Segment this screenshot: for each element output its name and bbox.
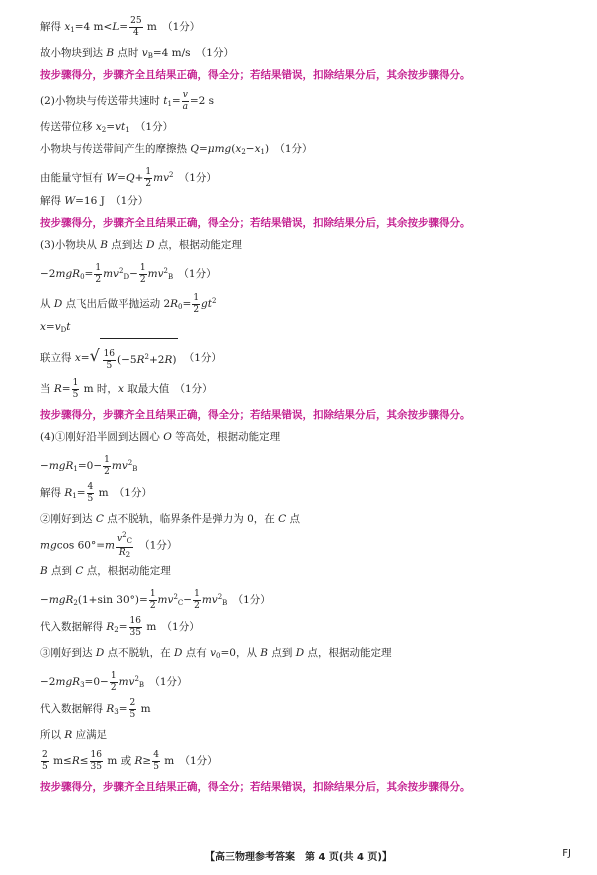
scoring-note-3: 按步骤得分，步骤齐全且结果正确，得全分；若结果错误，扣除结果分后，其余按步骤得分。	[40, 409, 471, 421]
scoring-note-4: 按步骤得分，步骤齐全且结果正确，得全分；若结果错误，扣除结果分后，其余按步骤得分。	[40, 781, 471, 793]
line-28: 所以 R 应满足	[40, 729, 108, 741]
line-26: −2mgR$_3$=0− $\frac{1}{2}$ $mv^2_B$ （1分）	[40, 670, 188, 693]
scoring-note-1: 按步骤得分，步骤齐全且结果正确，得全分；若结果错误，扣除结果分后，其余按步骤得分。	[40, 69, 471, 81]
line-24: 代入数据解得 $R_2=$ $\frac{16}{35}$ m （1分）	[40, 615, 200, 638]
line-11: −2mgR$_0$= $\frac{1}{2}$ $mv^2_D-$ $\frac{1}{2}$ $mv^2_B$ （1分）	[40, 262, 217, 285]
line-10: (3)小物块从 B 点到达 D 点，根据动能定理	[40, 239, 242, 251]
line-29: $\frac{2}{5}$ m≤R≤ $\frac{16}{35}$ m 或 R≥ $\frac{4}{5}$ m （1分）	[42, 749, 218, 772]
line-12: 从 D 点飞出后做平抛运动 $2R_0=$ $\frac{1}{2}$ $gt^2$	[40, 292, 217, 315]
line-1: 解得 $x_1=4$ m<L= $\frac{25}{4}$ m （1分）	[40, 15, 201, 38]
line-15: 当 R= $\frac{1}{5}$ m 时，x 取最大值 （1分）	[40, 377, 213, 400]
corner-mark: FJ	[562, 848, 571, 859]
page-footer: 【高三物理参考答案 第 4 页(共 4 页)】	[205, 852, 392, 863]
line-6: 小物块与传送带间产生的摩擦热 $Q=\mu mg(x_2-x_1)$ （1分）	[40, 143, 313, 156]
line-21: mgcos 60°=m $\frac{v^2_C}{R_2}$ （1分）	[40, 531, 178, 559]
line-7: 由能量守恒有 W=Q+ $\frac{1}{2}$ $mv^2$ （1分）	[40, 166, 217, 189]
line-13: $x=v_Dt$	[40, 321, 71, 334]
line-23: −mgR$_2$(1+sin 30°)= $\frac{1}{2}$ $mv^2_C-$ $\frac{1}{2}$ $mv^2_B$ （1分）	[40, 588, 271, 611]
line-18: −mgR$_1$=0− $\frac{1}{2}$ $mv^2_B$	[40, 454, 138, 477]
line-4: (2)小物块与传送带共速时 $t_1=$ $\frac{v}{a}$ =2 s	[40, 89, 215, 112]
line-5: 传送带位移 $x_2=vt_1$ （1分）	[40, 121, 174, 134]
scoring-note-2: 按步骤得分，步骤齐全且结果正确，得全分；若结果错误，扣除结果分后，其余按步骤得分。	[40, 217, 471, 229]
line-27: 代入数据解得 $R_3=$ $\frac{2}{5}$ m	[40, 697, 151, 720]
answer-page	[40, 12, 570, 798]
line-2: 故小物块到达 B 点时 $v_B=4$ m/s （1分）	[40, 47, 234, 60]
line-14: 联立得 x= √ $\frac{16}{5}$ $(-5R^2+2R)$ （1分）	[40, 338, 570, 374]
line-22: B 点到 C 点，根据动能定理	[40, 565, 171, 577]
line-25: ③刚好到达 D 点不脱轨，在 D 点有 $v_0=0$，从 B 点到 D 点，根据动能定理	[40, 647, 392, 660]
line-19: 解得 $R_1=$ $\frac{4}{5}$ m （1分）	[40, 481, 152, 504]
line-17: (4)①刚好沿半圆到达圆心 O 等高处，根据动能定理	[40, 431, 281, 443]
line-8: 解得 W=16 J （1分）	[40, 195, 149, 207]
line-20: ②刚好到达 C 点不脱轨，临界条件是弹力为 0，在 C 点	[40, 513, 300, 525]
